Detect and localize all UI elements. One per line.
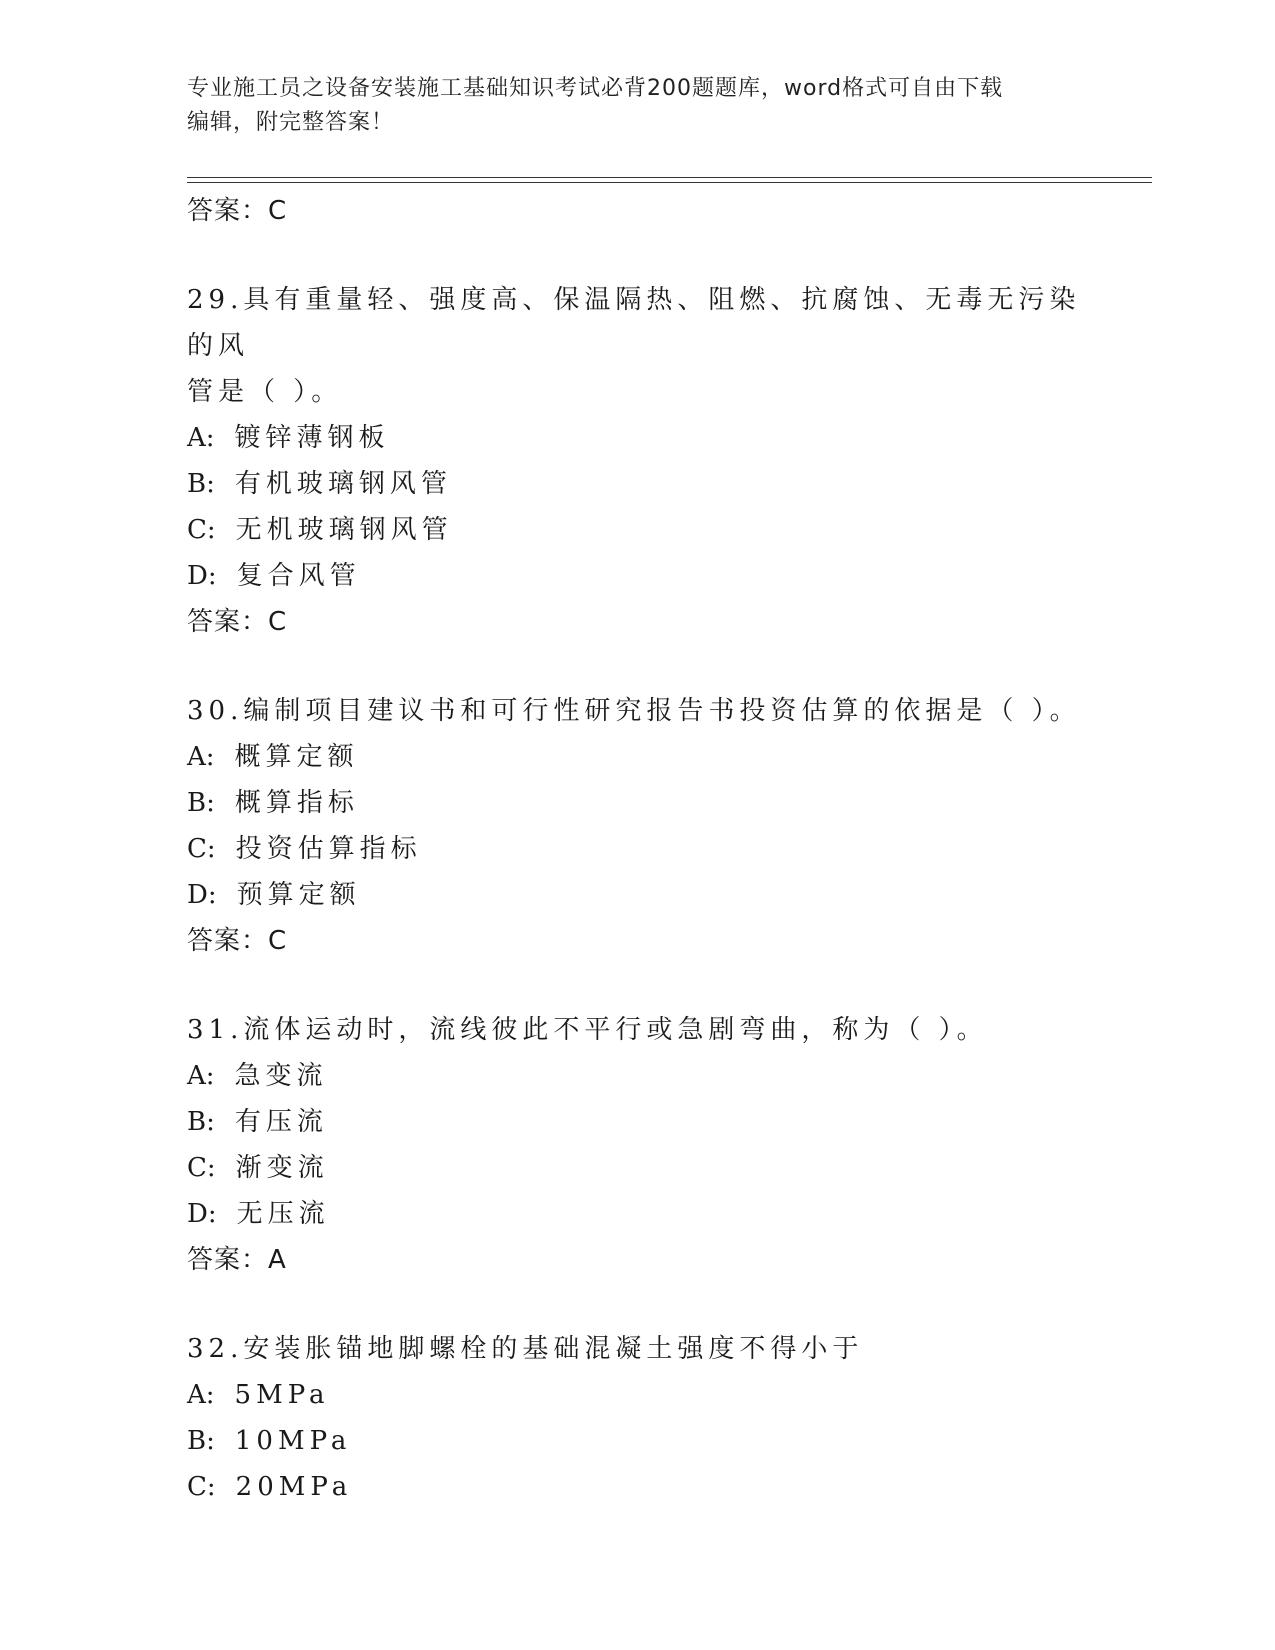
option-text: 镀锌薄钢板	[234, 423, 390, 453]
option-b	[187, 1099, 1137, 1145]
option-b	[187, 1418, 1137, 1464]
option-c	[187, 826, 1137, 872]
option-b	[187, 780, 1137, 826]
option-key: C:	[187, 834, 216, 864]
question-stem	[187, 1326, 1087, 1372]
question-stem-line: 管是（ ）。	[187, 377, 343, 407]
option-a	[187, 1372, 1137, 1418]
option-text: 有压流	[234, 1107, 328, 1137]
answer-line: 答案：A	[187, 1245, 287, 1275]
question-stem-line: 32.安装胀锚地脚螺栓的基础混凝土强度不得小于	[187, 1334, 864, 1364]
option-key: A:	[187, 423, 215, 453]
option-text: 复合风管	[236, 561, 361, 591]
answer-line: 答案：C	[187, 926, 288, 956]
option-c	[187, 1464, 1137, 1510]
option-text: 20MPa	[235, 1472, 353, 1502]
header-divider-bottom	[187, 182, 1152, 183]
header-line-2: 编辑，附完整答案！	[187, 110, 395, 135]
option-d	[187, 553, 1137, 599]
question-stem-line: 31.流体运动时，流线彼此不平行或急剧弯曲，称为（ ）。	[187, 1015, 988, 1045]
document-header	[187, 72, 1087, 140]
option-key: D:	[187, 880, 217, 910]
question-list	[187, 188, 1137, 1510]
option-text: 概算定额	[234, 742, 359, 772]
option-key: B:	[187, 1107, 215, 1137]
question-30	[187, 688, 1137, 964]
answer-line: 答案：C	[187, 607, 288, 637]
option-text: 无压流	[236, 1199, 330, 1229]
option-b	[187, 461, 1137, 507]
option-key: C:	[187, 515, 216, 545]
option-key: A:	[187, 1380, 215, 1410]
option-text: 10MPa	[234, 1426, 352, 1456]
option-key: A:	[187, 1061, 215, 1091]
option-d	[187, 872, 1137, 918]
question-stem	[187, 1007, 1087, 1053]
option-text: 概算指标	[234, 788, 359, 818]
option-a	[187, 734, 1137, 780]
question-stem-line: 30.编制项目建议书和可行性研究报告书投资估算的依据是（ ）。	[187, 696, 1081, 726]
question-32	[187, 1326, 1137, 1510]
option-key: B:	[187, 1426, 215, 1456]
question-stem-line: 29.具有重量轻、强度高、保温隔热、阻燃、抗腐蚀、无毒无污染的风	[187, 285, 1081, 361]
option-text: 急变流	[234, 1061, 328, 1091]
option-text: 预算定额	[236, 880, 361, 910]
option-a	[187, 1053, 1137, 1099]
option-d	[187, 1191, 1137, 1237]
option-c	[187, 507, 1137, 553]
header-divider-top	[187, 177, 1152, 178]
option-c	[187, 1145, 1137, 1191]
option-key: C:	[187, 1153, 216, 1183]
previous-answer: 答案：C	[187, 196, 288, 226]
option-key: A:	[187, 742, 215, 772]
option-key: B:	[187, 469, 215, 499]
question-29	[187, 277, 1137, 645]
option-text: 5MPa	[234, 1380, 330, 1410]
option-text: 投资估算指标	[235, 834, 422, 864]
option-key: D:	[187, 561, 217, 591]
option-text: 有机玻璃钢风管	[234, 469, 452, 499]
option-text: 渐变流	[235, 1153, 329, 1183]
option-key: B:	[187, 788, 215, 818]
option-a	[187, 415, 1137, 461]
question-stem	[187, 277, 1087, 415]
header-line-1: 专业施工员之设备安装施工基础知识考试必背200题题库，word格式可自由下载	[187, 76, 1004, 101]
option-text: 无机玻璃钢风管	[235, 515, 453, 545]
option-key: D:	[187, 1199, 217, 1229]
option-key: C:	[187, 1472, 216, 1502]
question-31	[187, 1007, 1137, 1283]
question-stem	[187, 688, 1087, 734]
